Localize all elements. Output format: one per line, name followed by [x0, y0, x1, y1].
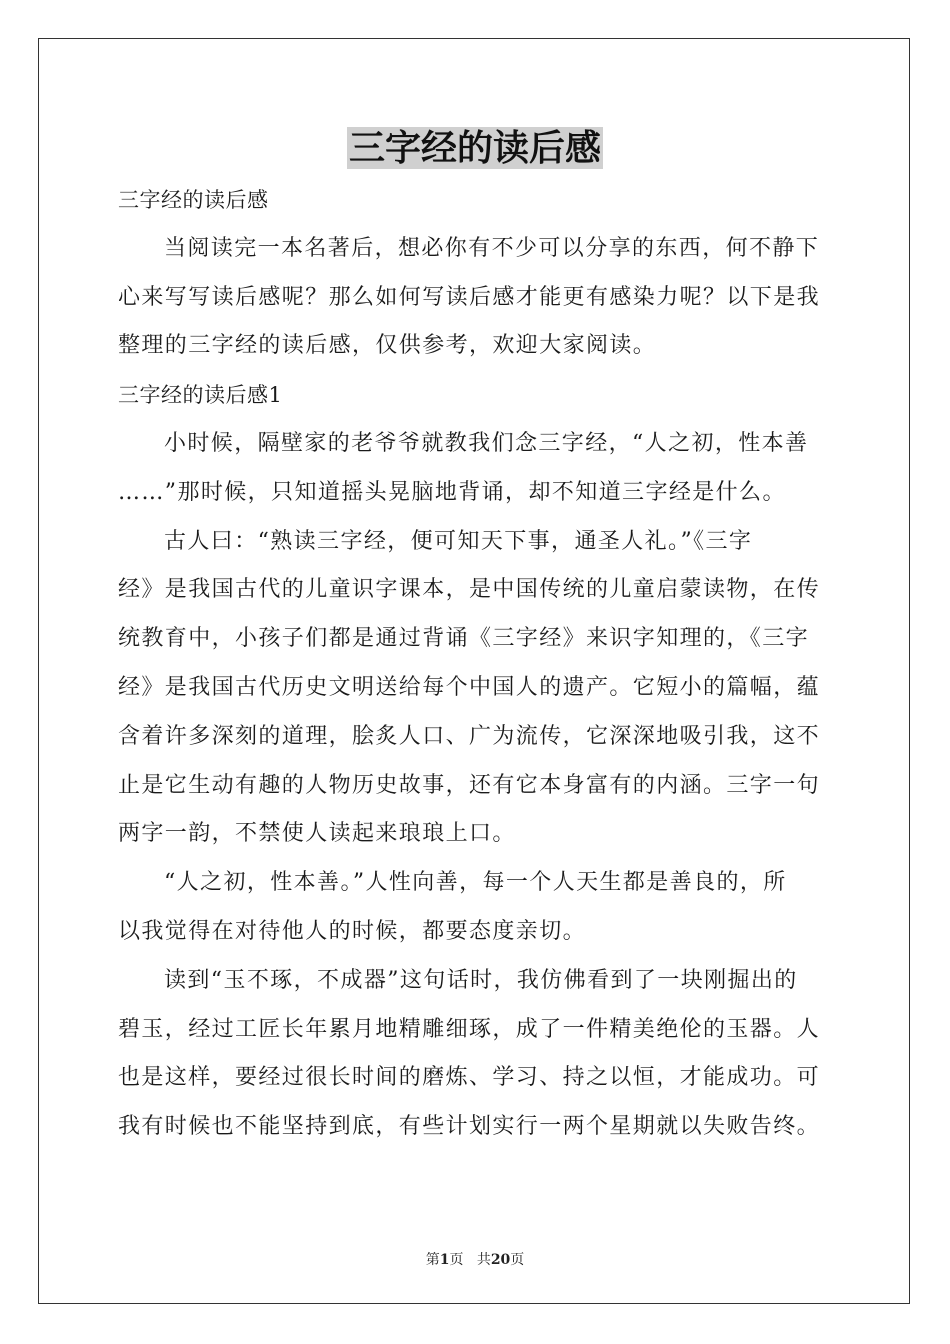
paragraph-line: 经》是我国古代的儿童识字课本，是中国传统的儿童启蒙读物，在传: [118, 577, 821, 603]
paragraph-line: 读到“玉不琢，不成器”这句话时，我仿佛看到了一块刚掘出的: [164, 967, 798, 993]
paragraph-line: 古人曰：“熟读三字经，便可知天下事，通圣人礼。”《三字: [164, 528, 753, 554]
paragraph-line: 碧玉，经过工匠长年累月地精雕细琢，成了一件精美绝伦的玉器。人: [118, 1016, 821, 1042]
paragraph-line: 经》是我国古代历史文明送给每个中国人的遗产。它短小的篇幅，蕴: [118, 674, 821, 700]
paragraph-line: 当阅读完一本名著后，想必你有不少可以分享的东西，何不静下: [164, 235, 820, 261]
paragraph-line: 也是这样，要经过很长时间的磨炼、学习、持之以恒，才能成功。可: [118, 1065, 821, 1091]
page-prefix: 第: [425, 1252, 440, 1268]
document-body: [118, 176, 834, 1152]
total-prefix: 共: [476, 1252, 491, 1268]
paragraph-line: “人之初，性本善。”人性向善，每一个人天生都是善良的，所: [164, 870, 787, 896]
page-total: 20: [490, 1252, 511, 1268]
paragraph-line: 止是它生动有趣的人物历史故事，还有它本身富有的内涵。三字一句: [118, 772, 821, 798]
paragraph-line: ……”那时候，只知道摇头晃脑地背诵，却不知道三字经是什么。: [118, 479, 786, 505]
section-heading: 三字经的读后感1: [118, 383, 283, 408]
paragraph-line: 以我觉得在对待他人的时候，都要态度亲切。: [118, 918, 587, 944]
page-number: 1: [439, 1252, 450, 1268]
paragraph-line: 统教育中，小孩子们都是通过背诵《三字经》来识字知理的，《三字: [118, 626, 810, 652]
total-suffix: 页: [510, 1252, 525, 1268]
paragraph-line: 含着许多深刻的道理，脍炙人口、广为流传，它深深地吸引我，这不: [118, 723, 821, 749]
page-suffix: 页: [449, 1252, 464, 1268]
paragraph-line: 心来写写读后感呢？那么如何写读后感才能更有感染力呢？以下是我: [118, 284, 821, 310]
paragraph-line: 小时候，隔壁家的老爷爷就教我们念三字经，“人之初，性本善: [164, 430, 809, 456]
page-footer: [0, 1249, 950, 1269]
paragraph-line: 整理的三字经的读后感，仅供参考，欢迎大家阅读。: [118, 333, 657, 359]
section-heading: 三字经的读后感: [118, 188, 269, 212]
paragraph-line: 两字一韵，不禁使人读起来琅琅上口。: [118, 821, 516, 847]
document-title: 三字经的读后感: [348, 127, 601, 169]
paragraph-line: 我有时候也不能坚持到底，有些计划实行一两个星期就以失败告终。: [118, 1114, 821, 1140]
title-container: [0, 127, 950, 169]
